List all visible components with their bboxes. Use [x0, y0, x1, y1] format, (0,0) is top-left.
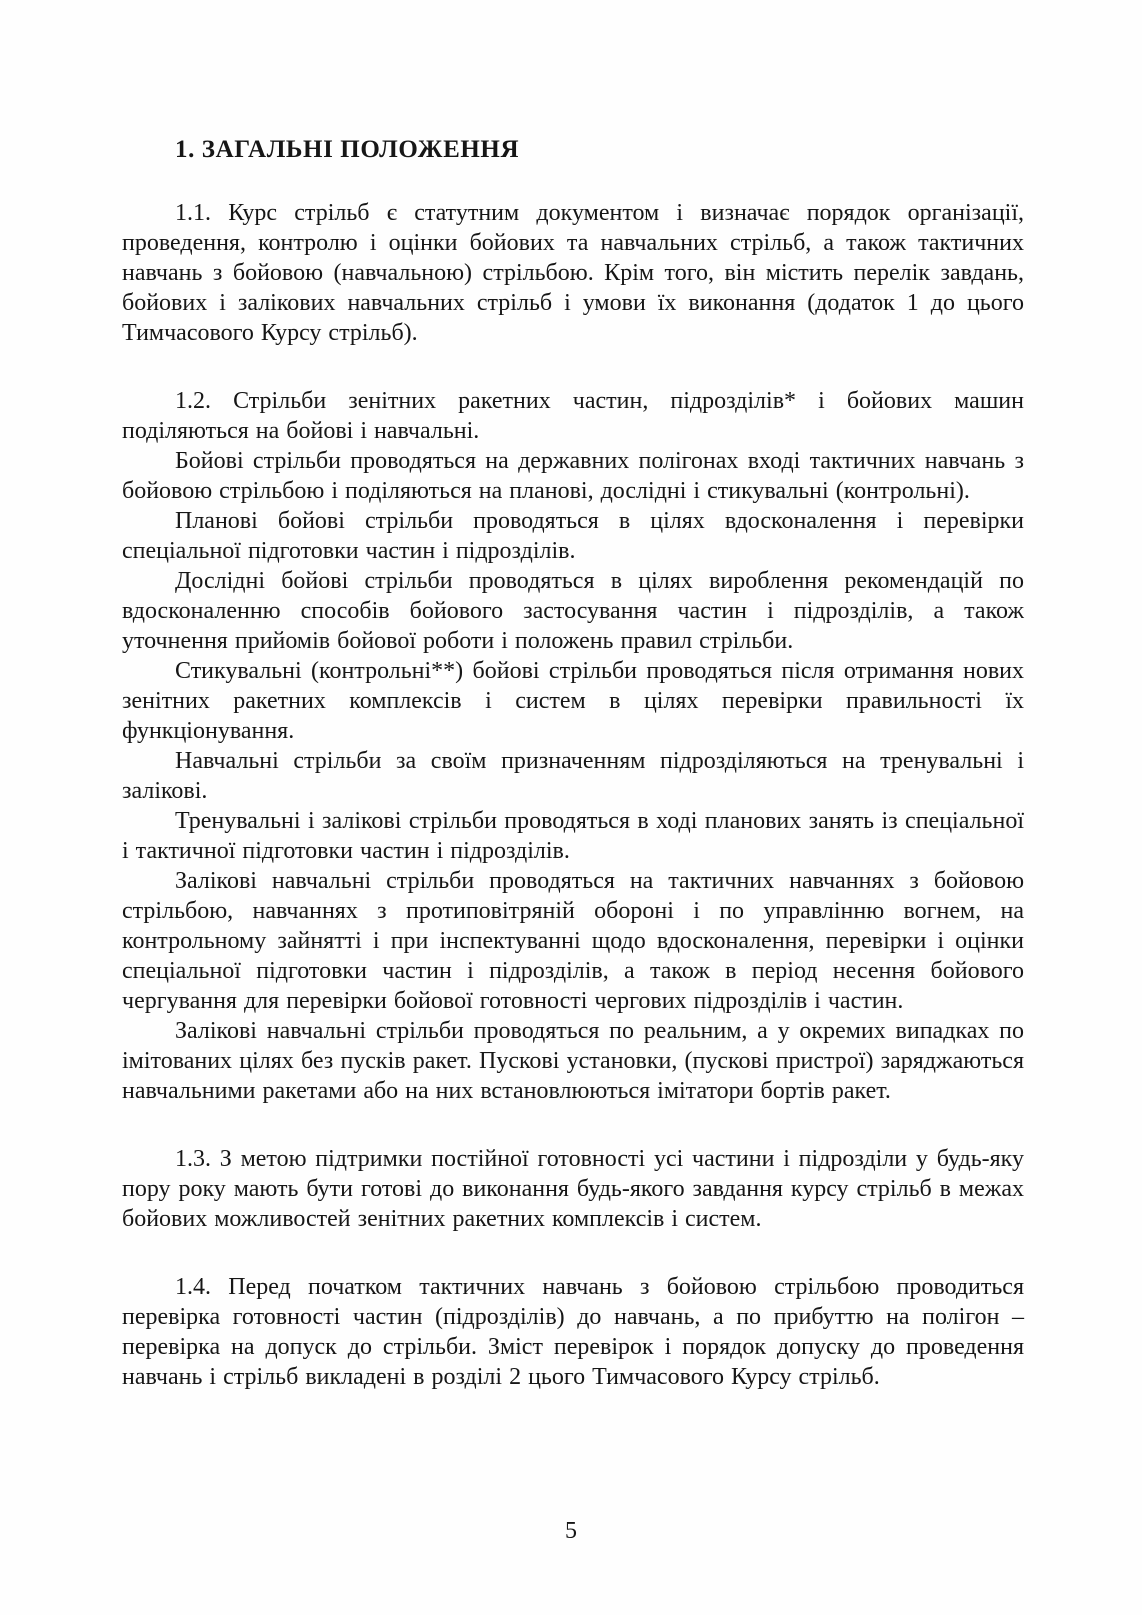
paragraph: Навчальні стрільби за своїм призначенням підрозділяються на тренувальні і залікові. [122, 748, 1024, 804]
paragraph: Стикувальні (контрольні**) бойові стрільби проводяться після отримання нових зенітних ракетних комплексів і систем в цілях перевірки правильності їх функціонування. [122, 658, 1024, 744]
section-1-4 [122, 1272, 1024, 1392]
paragraph: Залікові навчальні стрільби проводяться на тактичних навчаннях з бойовою стрільбою, навчаннях з протиповітряній обороні і по управлінню вогнем, на контрольному зайнятті і при інспектуванні щодо вдосконалення, перевірки і оцінки спеціальної підготовки частин і підрозділів, а також в період несення бойового чергування для перевірки бойової готовності чергових підрозділів і частин. [122, 868, 1024, 1014]
section-1-3 [122, 1144, 1024, 1234]
paragraph: 1.3. З метою підтримки постійної готовності усі частини і підрозділи у будь-яку пору року мають бути готові до виконання будь-якого завдання курсу стрільб в межах бойових можливостей зенітних ракетних комплексів і систем. [122, 1146, 1024, 1232]
paragraph: 1.2. Стрільби зенітних ракетних частин, підрозділів* і бойових машин поділяються на бойові і навчальні. [122, 388, 1024, 444]
paragraph: Тренувальні і залікові стрільби проводяться в ході планових занять із спеціальної і тактичної підготовки частин і підрозділів. [122, 808, 1024, 864]
paragraph: Бойові стрільби проводяться на державних полігонах вході тактичних навчань з бойовою стрільбою і поділяються на планові, дослідні і стикувальні (контрольні). [122, 448, 1024, 504]
paragraph: Дослідні бойові стрільби проводяться в цілях вироблення рекомендацій по вдосконаленню способів бойового застосування частин і підрозділів, а також уточнення прийомів бойової роботи і положень правил стрільби. [122, 568, 1024, 654]
paragraph: 1.1. Курс стрільб є статутним документом і визначає порядок організації, проведення, контролю і оцінки бойових та навчальних стрільб, а також тактичних навчань з бойовою (навчальною) стрільбою. Крім того, він містить перелік завдань, бойових і залікових навчальних стрільб і умови їх виконання (додаток 1 до цього Тимчасового Курсу стрільб). [122, 200, 1024, 346]
section-1-1 [122, 198, 1024, 348]
section-heading: 1. ЗАГАЛЬНІ ПОЛОЖЕННЯ [175, 136, 520, 163]
paragraph: 1.4. Перед початком тактичних навчань з бойовою стрільбою проводиться перевірка готовності частин (підрозділів) до навчань, а по прибуттю на полігон – перевірка на допуск до стрільби. Зміст перевірок і порядок допуску до проведення навчань і стрільб викладені в розділі 2 цього Тимчасового Курсу стрільб. [122, 1274, 1024, 1390]
paragraph: Планові бойові стрільби проводяться в цілях вдосконалення і перевірки спеціальної підготовки частин і підрозділів. [122, 508, 1024, 564]
page-number: 5 [565, 1518, 577, 1544]
paragraph: Залікові навчальні стрільби проводяться по реальним, а у окремих випадках по імітованих цілях без пусків ракет. Пускові установки, (пускові пристрої) заряджаються навчальними ракетами або на них встановлюються імітатори бортів ракет. [122, 1018, 1024, 1104]
section-1-2 [122, 386, 1024, 1106]
